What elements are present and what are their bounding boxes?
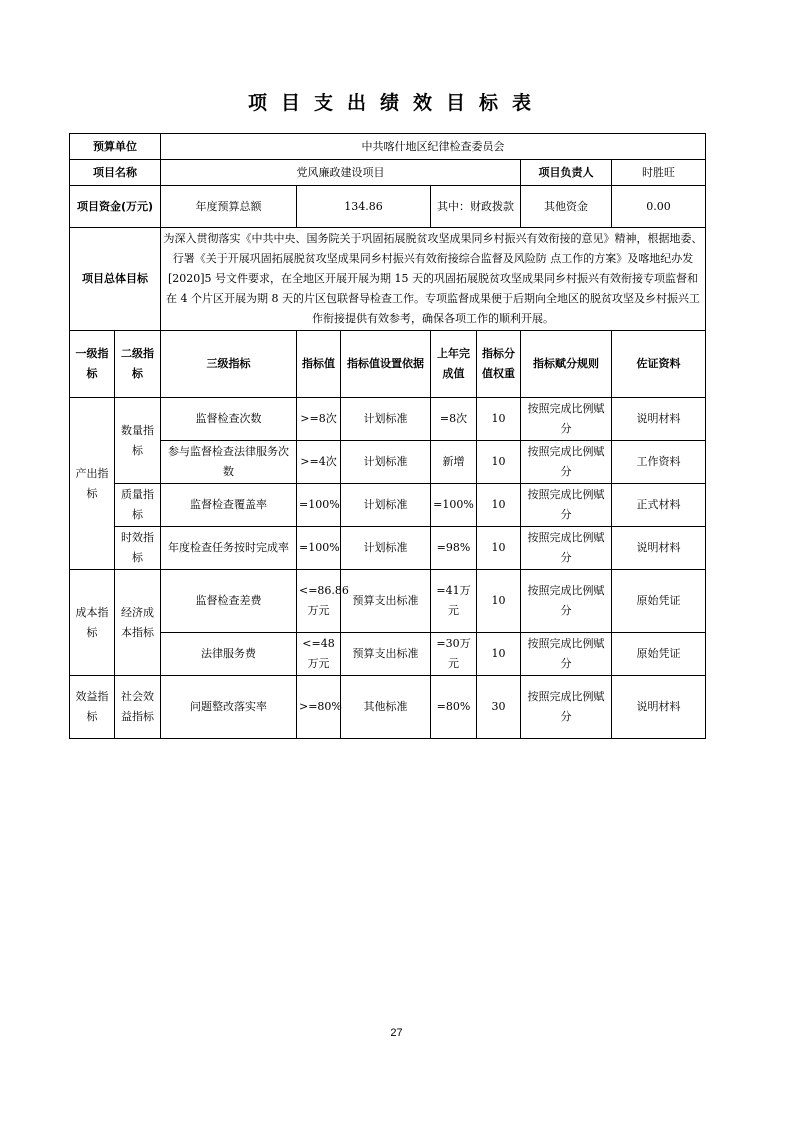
table-row: [70, 570, 706, 633]
rule-cell: 按照完成比例赋分: [521, 484, 612, 527]
weight-cell: 10: [477, 570, 521, 633]
weight-cell: 10: [477, 527, 521, 570]
column-header-row: [70, 331, 706, 398]
last-year-cell: =8次: [431, 398, 477, 441]
subgroup-economic-cost: 经济成本指标: [115, 570, 161, 676]
subgroup-quality: 质量指标: [115, 484, 161, 527]
basis-cell: 计划标准: [341, 398, 431, 441]
indicator-cell: 监督检查次数: [161, 398, 297, 441]
value-cell: <=48万元: [297, 633, 341, 676]
col-value: 指标值: [297, 331, 341, 398]
col-level3: 三级指标: [161, 331, 297, 398]
rule-cell: 按照完成比例赋分: [521, 570, 612, 633]
project-name-row: [70, 160, 706, 186]
project-name-value: 党风廉政建设项目: [161, 160, 521, 186]
weight-cell: 10: [477, 398, 521, 441]
evidence-cell: 说明材料: [612, 527, 706, 570]
table-row: [70, 676, 706, 739]
indicator-cell: 监督检查差费: [161, 570, 297, 633]
col-rule: 指标赋分规则: [521, 331, 612, 398]
table-row: [70, 527, 706, 570]
project-leader-label: 项目负责人: [521, 160, 612, 186]
col-last-year: 上年完成值: [431, 331, 477, 398]
annual-budget-label: 年度预算总额: [161, 186, 297, 228]
funds-row: [70, 186, 706, 228]
weight-cell: 10: [477, 633, 521, 676]
col-basis: 指标值设置依据: [341, 331, 431, 398]
col-level2: 二级指标: [115, 331, 161, 398]
other-funds-label: 其他资金: [521, 186, 612, 228]
indicator-cell: 参与监督检查法律服务次数: [161, 441, 297, 484]
subgroup-timeliness: 时效指标: [115, 527, 161, 570]
weight-cell: 10: [477, 441, 521, 484]
value-cell: >=4次: [297, 441, 341, 484]
table-row: [70, 633, 706, 676]
value-cell: >=8次: [297, 398, 341, 441]
subgroup-social-benefit: 社会效益指标: [115, 676, 161, 739]
value-cell: =100%: [297, 484, 341, 527]
weight-cell: 10: [477, 484, 521, 527]
subgroup-quantity: 数量指标: [115, 398, 161, 484]
basis-cell: 预算支出标准: [341, 633, 431, 676]
last-year-cell: =100%: [431, 484, 477, 527]
group-cost: 成本指标: [70, 570, 115, 676]
rule-cell: 按照完成比例赋分: [521, 441, 612, 484]
table-row: [70, 484, 706, 527]
indicator-cell: 监督检查覆盖率: [161, 484, 297, 527]
budget-unit-row: [70, 134, 706, 160]
rule-cell: 按照完成比例赋分: [521, 633, 612, 676]
budget-unit-label: 预算单位: [70, 134, 161, 160]
table-row: [70, 441, 706, 484]
group-benefit: 效益指标: [70, 676, 115, 739]
basis-cell: 预算支出标准: [341, 570, 431, 633]
page-number: 27: [390, 1027, 403, 1039]
col-level1: 一级指标: [70, 331, 115, 398]
performance-table: [69, 133, 706, 739]
last-year-cell: =98%: [431, 527, 477, 570]
evidence-cell: 说明材料: [612, 398, 706, 441]
overall-goal-text: 为深入贯彻落实《中共中央、国务院关于巩固拓展脱贫攻坚成果同乡村振兴有效衔接的意见》精神，根据地委、行署《关于开展巩固拓展脱贫攻坚成果同乡村振兴有效衔接综合监督及风险防 点工作的方案》及喀地纪办发[2020]5 号文件要求，在全地区开展开展为期 15 天的巩固拓展脱贫攻坚成果同乡村振兴有效衔接专项监督和在 4 个片区开展为期 8 天的片区包联督导检查工作。专项监督成果便于后期向全地区的脱贫攻坚及乡村振兴工作衔接提供有效参考，确保各项工作的顺利开展。: [161, 228, 706, 331]
col-weight: 指标分值权重: [477, 331, 521, 398]
page-title: 项目支出绩效目标表: [247, 92, 545, 114]
evidence-cell: 工作资料: [612, 441, 706, 484]
table-row: [70, 398, 706, 441]
budget-unit-value: 中共喀什地区纪律检查委员会: [161, 134, 706, 160]
group-output: 产出指标: [70, 398, 115, 570]
project-name-label: 项目名称: [70, 160, 161, 186]
indicator-cell: 法律服务费: [161, 633, 297, 676]
evidence-cell: 说明材料: [612, 676, 706, 739]
evidence-cell: 原始凭证: [612, 570, 706, 633]
annual-budget-value: 134.86: [297, 186, 431, 228]
last-year-cell: =80%: [431, 676, 477, 739]
project-leader-value: 时胜旺: [612, 160, 706, 186]
overall-goal-row: [70, 228, 706, 331]
rule-cell: 按照完成比例赋分: [521, 527, 612, 570]
basis-cell: 计划标准: [341, 527, 431, 570]
value-cell: <=86.86万元: [297, 570, 341, 633]
col-evidence: 佐证资料: [612, 331, 706, 398]
other-funds-value: 0.00: [612, 186, 706, 228]
basis-cell: 计划标准: [341, 441, 431, 484]
indicator-cell: 问题整改落实率: [161, 676, 297, 739]
value-cell: >=80%: [297, 676, 341, 739]
last-year-cell: =41万元: [431, 570, 477, 633]
rule-cell: 按照完成比例赋分: [521, 676, 612, 739]
overall-goal-label: 项目总体目标: [70, 228, 161, 331]
indicator-cell: 年度检查任务按时完成率: [161, 527, 297, 570]
last-year-cell: 新增: [431, 441, 477, 484]
evidence-cell: 正式材料: [612, 484, 706, 527]
value-cell: =100%: [297, 527, 341, 570]
funds-label: 项目资金(万元): [70, 186, 161, 228]
last-year-cell: =30万元: [431, 633, 477, 676]
rule-cell: 按照完成比例赋分: [521, 398, 612, 441]
fiscal-label: 其中：财政拨款: [431, 186, 521, 228]
evidence-cell: 原始凭证: [612, 633, 706, 676]
basis-cell: 其他标准: [341, 676, 431, 739]
weight-cell: 30: [477, 676, 521, 739]
basis-cell: 计划标准: [341, 484, 431, 527]
